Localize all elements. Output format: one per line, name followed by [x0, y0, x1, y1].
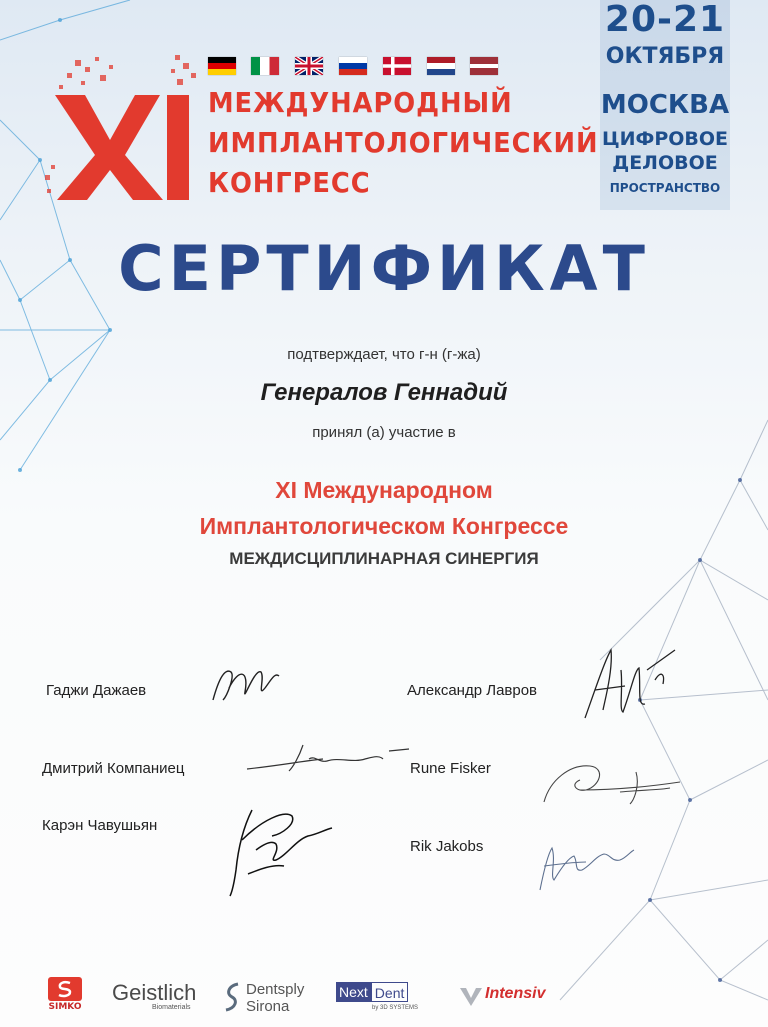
signatory-name: Александр Лавров	[407, 682, 538, 699]
nextdent-subtitle: by 3D SYSTEMS	[372, 1005, 419, 1011]
signature	[540, 750, 690, 810]
simko-label: SIMKO	[48, 1002, 82, 1012]
signature	[575, 640, 685, 725]
geistlich-subtitle: Biomaterials	[152, 1004, 191, 1011]
simko-s-icon	[56, 980, 74, 998]
dentsply-logo-line-2: Sirona	[246, 998, 290, 1015]
signatory-name: Дмитрий Компаниец	[42, 760, 185, 777]
certificate-title: СЕРТИФИКАТ	[118, 232, 650, 305]
signature	[205, 658, 285, 708]
dentsply-logo-line-1: Dentsply	[246, 981, 305, 998]
latvia-flag	[470, 57, 498, 75]
netherlands-flag	[427, 57, 455, 75]
geistlich-logo: Geistlich	[112, 980, 197, 1005]
congress-title-line-2: ИМПЛАНТОЛОГИЧЕСКИЙ	[208, 126, 599, 159]
venue-line-2: ДЕЛОВОЕ	[612, 152, 718, 174]
intensiv-logo: Intensiv	[485, 985, 546, 1002]
xi-logo-mark	[45, 55, 205, 205]
signatory-name: Гаджи Дажаев	[46, 682, 147, 699]
signatory-name: Rik Jakobs	[410, 838, 484, 855]
germany-flag	[208, 57, 236, 75]
recipient-name: Генералов Геннадий	[260, 379, 508, 406]
nextdent-part-b: Dent	[371, 982, 409, 1002]
date-box	[600, 0, 730, 210]
nextdent-part-a: Next	[336, 982, 371, 1002]
event-dates: 20-21	[604, 0, 726, 40]
congress-title-line-3: КОНГРЕСС	[208, 166, 371, 199]
italy-flag	[251, 57, 279, 75]
signatory-name: Rune Fisker	[410, 760, 491, 777]
simko-logo	[44, 977, 86, 1013]
denmark-flag	[383, 57, 411, 75]
russia-flag	[339, 57, 367, 75]
venue-line-3: ПРОСТРАНСТВО	[609, 181, 721, 195]
congress-title-line-1: МЕЖДУНАРОДНЫЙ	[208, 86, 513, 119]
event-name-line-2: Имплантологическом Конгрессе	[199, 513, 569, 539]
signatory-name: Карэн Чавушьян	[42, 817, 158, 834]
dentsply-swirl-icon	[222, 980, 242, 1014]
event-theme: МЕЖДИСЦИПЛИНАРНАЯ СИНЕРГИЯ	[229, 549, 539, 568]
confirms-text: подтверждает, что г-н (г-жа)	[287, 346, 481, 363]
participated-text: принял (а) участие в	[312, 424, 456, 441]
signature	[530, 830, 640, 900]
venue-line-1: ЦИФРОВОЕ	[601, 128, 729, 150]
event-month: ОКТЯБРЯ	[605, 44, 725, 69]
uk-flag	[295, 57, 323, 75]
intensiv-v-icon	[458, 986, 484, 1008]
event-name-line-1: XI Международном	[275, 477, 493, 503]
nextdent-logo	[336, 982, 408, 1002]
signature	[212, 800, 342, 900]
signature	[243, 737, 413, 777]
event-city: МОСКВА	[600, 90, 730, 120]
